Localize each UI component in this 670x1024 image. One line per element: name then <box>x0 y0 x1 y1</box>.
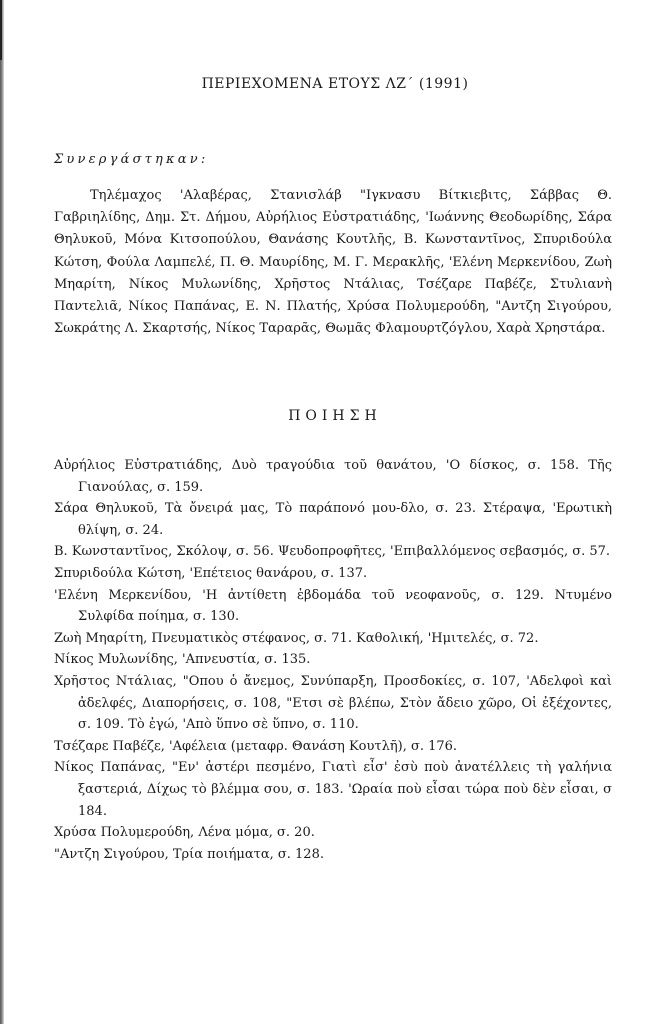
list-item: Αὐρήλιος Εὐστρατιάδης, Δυὸ τραγούδια τοῦ θανάτου, 'Ο δίσκος, σ. 158. Τῆς Γιανούλας, σ. 159. <box>54 458 612 495</box>
list-item: Χρῆστος Ντάλιας, "Οπου ὁ ἄνεμος, Συνύπαρξη, Προσδοκίες, σ. 107, 'Αδελφοὶ καὶ ἀδελφές, Διαπορήσεις, σ. 108, "Ετσι σὲ βλέπω, Στὸν ἄδειο χῶρο, Οἱ ἐξέχοντες, σ. 109. Τὸ ἐγώ, 'Απὸ ὕπνο σὲ ὕπνο, σ. 110. <box>54 673 612 733</box>
list-item: Νίκος Μυλωνίδης, 'Απνευστία, σ. 135. <box>54 652 311 668</box>
list-item: Ζωὴ Μηαρίτη, Πνευματικὸς στέφανος, σ. 71. Καθολική, 'Ημιτελές, σ. 72. <box>54 630 539 646</box>
list-item: Σάρα Θηλυκοῦ, Τὰ ὄνειρά μας, Τὸ παράπονό μου-δλο, σ. 23. Στέραψα, 'Ερωτικὴ θλίψη, σ. 24. <box>54 501 612 538</box>
poetry-entries <box>54 455 612 865</box>
collaborators-heading: Συνεργάστηκαν: <box>54 152 209 167</box>
list-item: 'Ελένη Μερκενίδου, 'Η ἀντίθετη ἑβδομάδα τοῦ νεοφανοῦς, σ. 129. Ντυμένο Συλφίδα ποίημα, σ. 130. <box>54 587 612 625</box>
list-item: "Αντζη Σιγούρου, Τρία ποιήματα, σ. 128. <box>54 846 324 862</box>
list-item: Τσέζαρε Παβέζε, 'Αφέλεια (μεταφρ. Θανάση Κουτλῆ), σ. 176. <box>54 738 458 754</box>
collaborators-list: Τηλέμαχος 'Αλαβέρας, Στανισλάβ "Ιγκνασυ Βίτκιεβιτς, Σάββας Θ. Γαβριηλίδης, Δημ. Στ. Δήμου, Αὐρήλιος Εὐστρατιάδης, 'Ιωάννης Θεοδωρίδης, Σάρα Θηλυκοῦ, Μόνα Κιτσοπούλου, Θανάσης Κουτλῆς, Β. Κωνσταντῖνος, Σπυριδούλα Κώτση, Φούλα Λαμπελέ, Π. Θ. Μαυρίδης, Μ. Γ. Μερακλῆς, 'Ελένη Μερκενίδου, Ζωὴ Μηαρίτη, Νίκος Μυλωνίδης, Χρῆστος Ντάλιας, Τσέζαρε Παβέζε, Στυλιανὴ Παντελιᾶ, Νίκος Παπάνας, Ε. Ν. Πλατής, Χρύσα Πολυμερούδη, "Αντζη Σιγούρου, Σωκράτης Λ. Σκαρτσής, Νίκος Ταραρᾶς, Θωμᾶς Φλαμουρτζόγλου, Χαρὰ Χρηστάρα. <box>54 188 612 337</box>
list-item: Β. Κωνσταντῖνος, Σκόλοψ, σ. 56. Ψευδοπροφῆτες, 'Επιβαλλόμενος σεβασμός, σ. 57. <box>54 544 611 560</box>
page-binding-edge <box>0 0 4 1024</box>
list-item: Σπυριδούλα Κώτση, 'Επέτειος θανάρου, σ. 137. <box>54 565 368 581</box>
list-item: Νίκος Παπάνας, "Εν' ἀστέρι πεσμένο, Γιατὶ εἶσ' ἐσὺ ποὺ ἀνατέλλεις τὴ γαλήνια ξαστεριά, Δίχως τὸ βλέμμα σου, σ. 183. 'Ωραία ποὺ εἶσαι τώρα ποὺ δὲν εἶσαι, σ 184. <box>54 760 612 819</box>
page-binding-shadow <box>0 0 2 60</box>
page-title: ΠΕΡΙΕΧΟΜΕΝΑ ΕΤΟΥΣ ΛΖ΄ (1991) <box>201 76 469 92</box>
poetry-section-heading: ΠΟΙΗΣΗ <box>288 408 382 424</box>
list-item: Χρύσα Πολυμερούδη, Λένα μόμα, σ. 20. <box>54 825 315 841</box>
